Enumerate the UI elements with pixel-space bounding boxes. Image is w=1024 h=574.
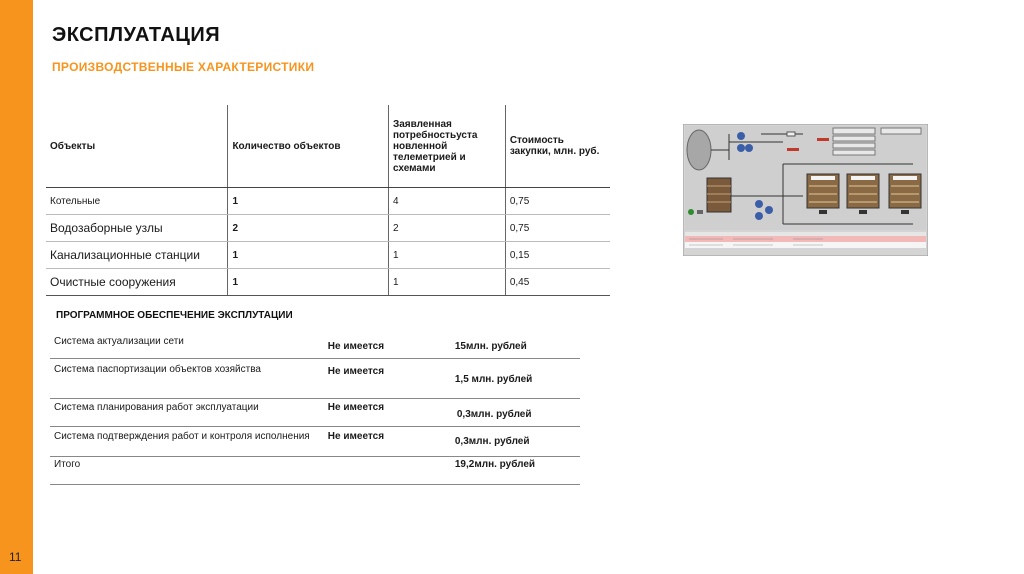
cell-telemetry: 2 (388, 215, 505, 242)
table-row (46, 242, 610, 269)
cell-cost: 0,75 (505, 188, 610, 215)
software-status (324, 456, 451, 484)
cell-telemetry: 4 (388, 188, 505, 215)
software-price: 0,3млн. рублей (451, 426, 580, 456)
table-row (50, 456, 580, 484)
software-name: Система паспортизации объектов хозяйства (50, 358, 324, 398)
table-row (46, 215, 610, 242)
software-price: 19,2млн. рублей (451, 456, 580, 484)
software-price: 15млн. рублей (451, 330, 580, 358)
cell-object: Канализационные станции (46, 242, 228, 269)
header-cost: Стоимость закупки, млн. руб. (505, 105, 610, 188)
table-row (50, 330, 580, 358)
table-header-row (46, 105, 610, 188)
software-name: Система планирования работ эксплуатации (50, 398, 324, 426)
cell-count: 1 (228, 188, 389, 215)
page-subtitle: ПРОИЗВОДСТВЕННЫЕ ХАРАКТЕРИСТИКИ (52, 60, 315, 74)
orange-sidebar (0, 0, 33, 574)
software-name: Система подтверждения работ и контроля исполнения (50, 426, 324, 456)
software-status: Не имеется (324, 358, 451, 398)
cell-object: Котельные (46, 188, 228, 215)
cell-telemetry: 1 (388, 242, 505, 269)
scada-diagram-image (683, 124, 928, 256)
software-price: 1,5 млн. рублей (451, 358, 580, 398)
software-section-title: ПРОГРАММНОЕ ОБЕСПЕЧЕНИЕ ЭКСПЛУТАЦИИ (56, 310, 293, 321)
software-status: Не имеется (324, 330, 451, 358)
cell-cost: 0,75 (505, 215, 610, 242)
table-row (46, 269, 610, 296)
software-status: Не имеется (324, 398, 451, 426)
page-title: ЭКСПЛУАТАЦИЯ (52, 24, 221, 46)
header-count: Количество объектов (228, 105, 389, 188)
table-row (50, 398, 580, 426)
page-number: 11 (9, 550, 22, 564)
table-row (50, 358, 580, 398)
cell-count: 1 (228, 242, 389, 269)
cell-object: Очистные сооружения (46, 269, 228, 296)
software-price: 0,3млн. рублей (451, 398, 580, 426)
cell-count: 1 (228, 269, 389, 296)
software-name: Система актуализации сети (50, 330, 324, 358)
header-objects: Объекты (46, 105, 228, 188)
header-telemetry: Заявленная потребностьуста новленной телеметрией и схемами (388, 105, 505, 188)
cell-telemetry: 1 (388, 269, 505, 296)
cell-count: 2 (228, 215, 389, 242)
software-name: Итого (50, 456, 324, 484)
software-status: Не имеется (324, 426, 451, 456)
cell-cost: 0,45 (505, 269, 610, 296)
software-table (50, 330, 580, 485)
cell-object: Водозаборные узлы (46, 215, 228, 242)
table-row (50, 426, 580, 456)
table-row (46, 188, 610, 215)
cell-cost: 0,15 (505, 242, 610, 269)
objects-table (46, 105, 610, 296)
